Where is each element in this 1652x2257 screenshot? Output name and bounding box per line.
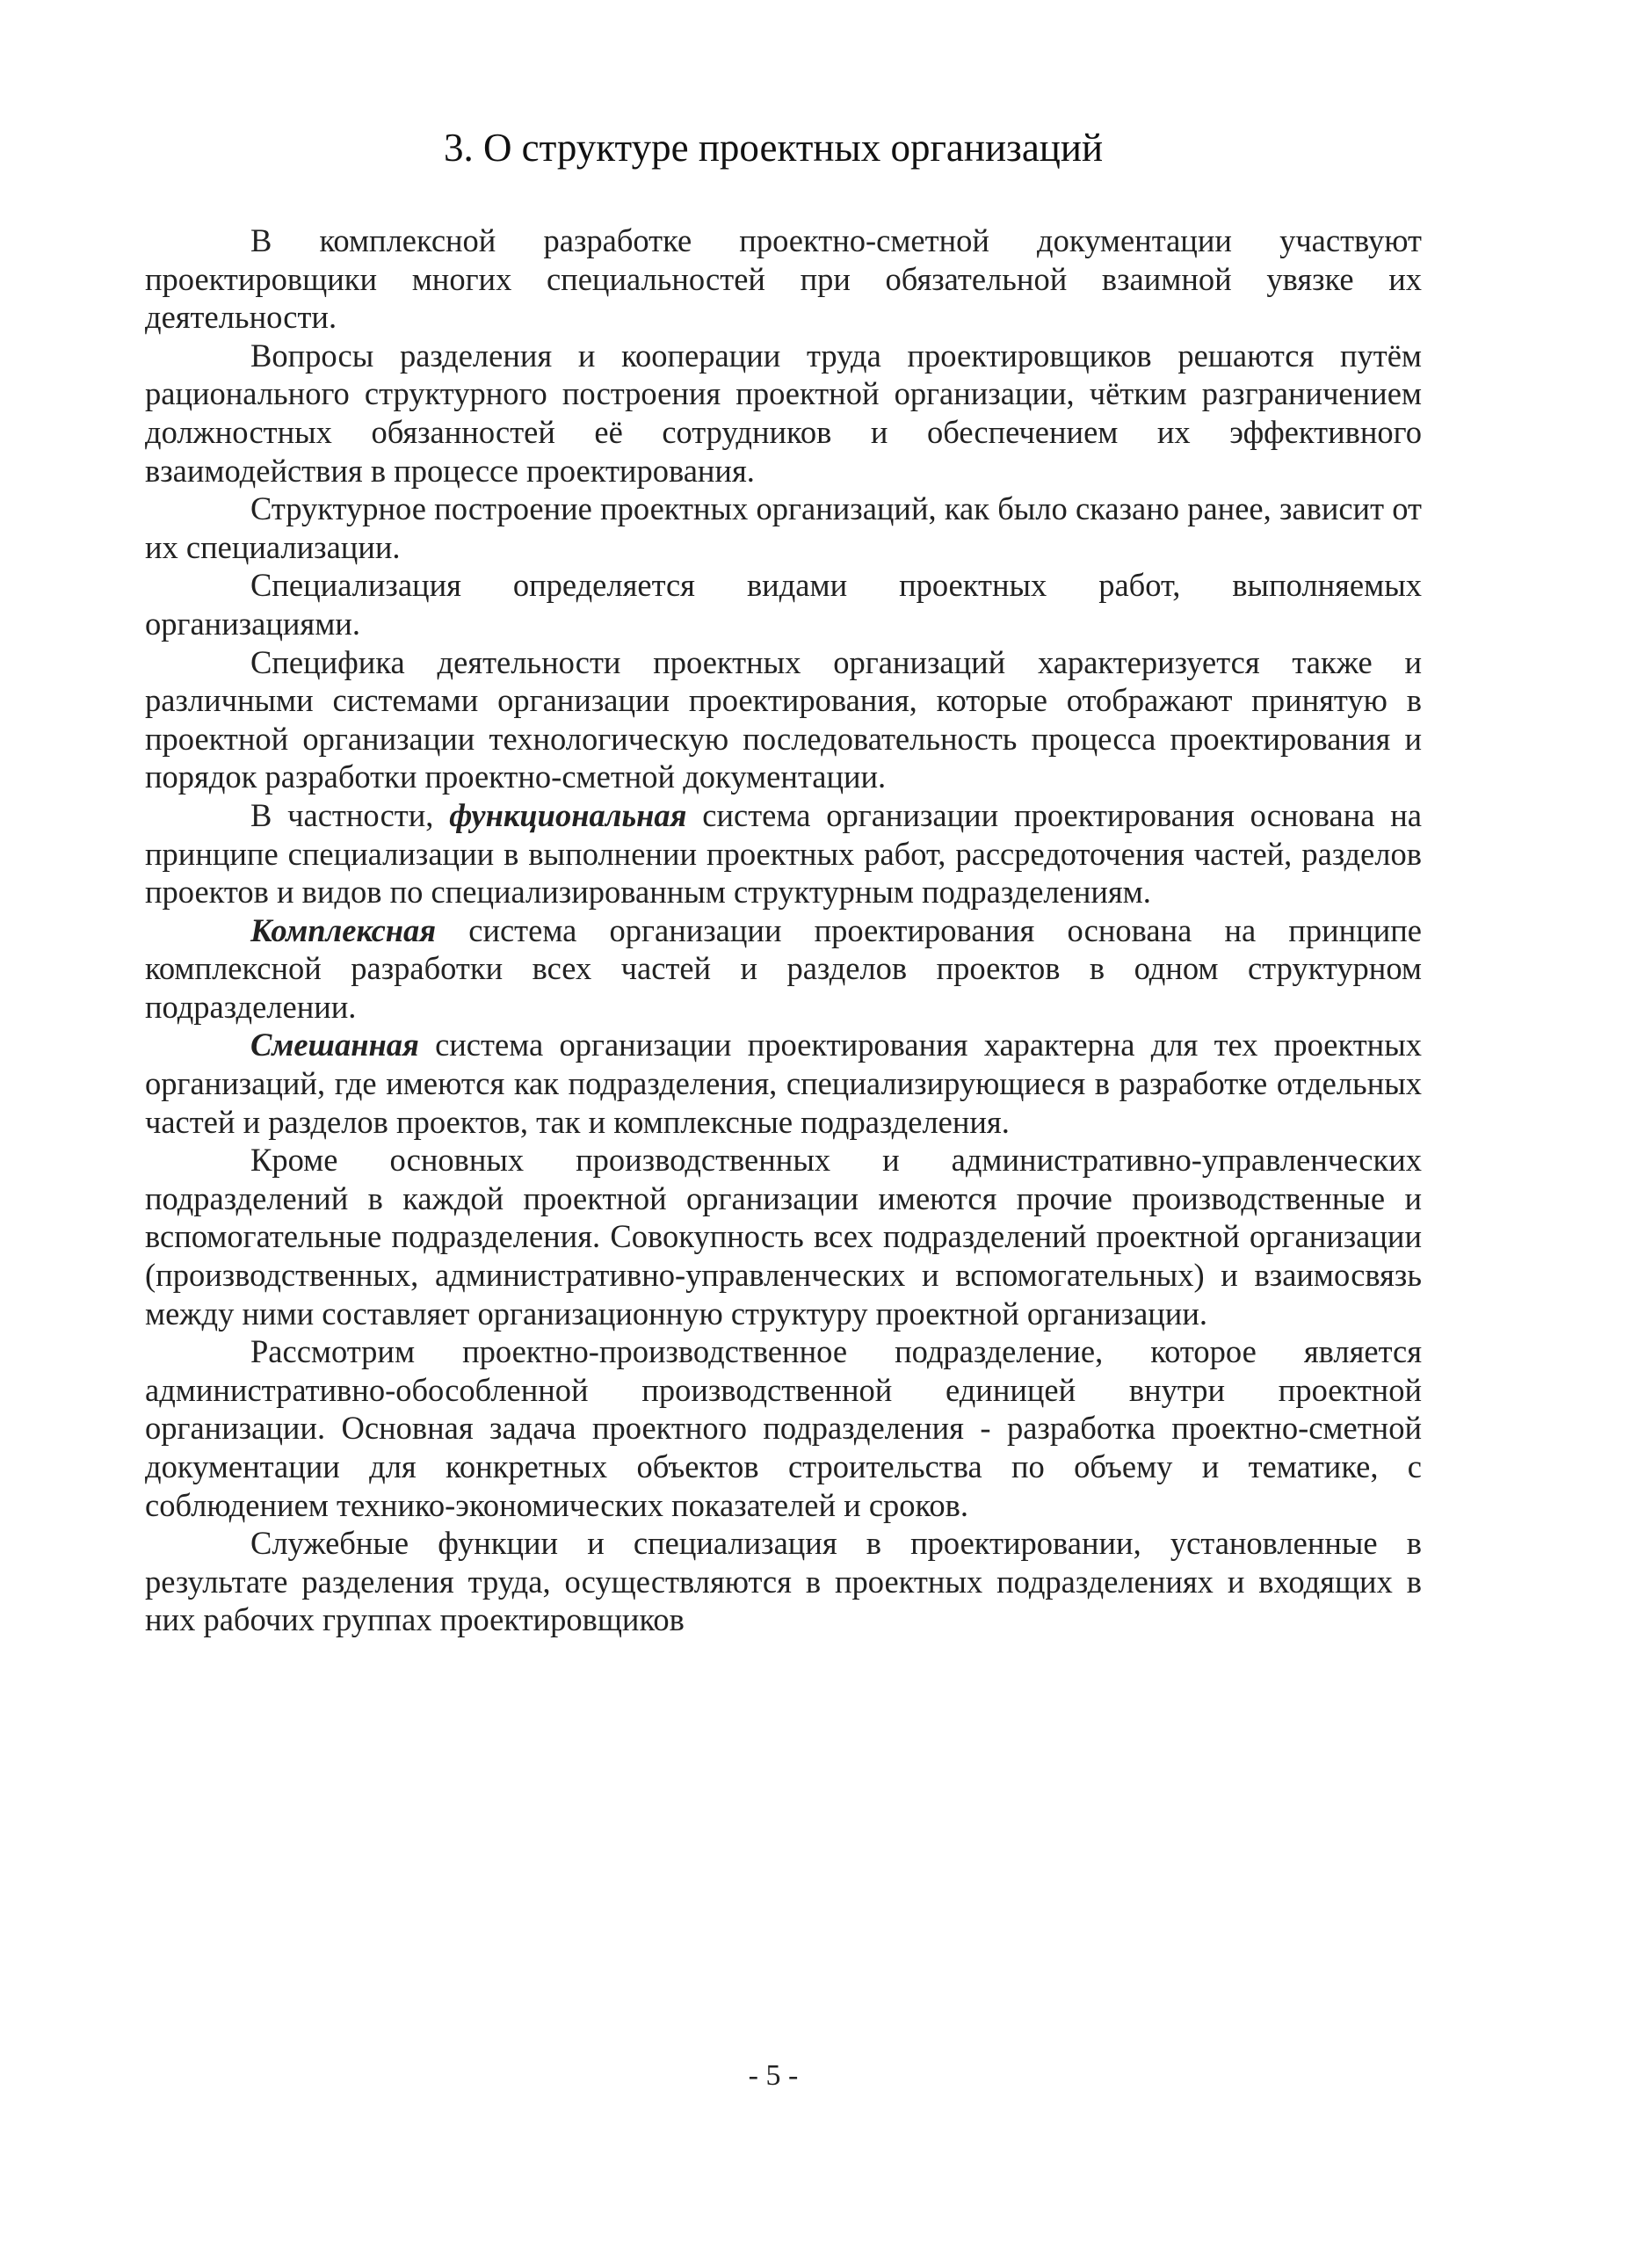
paragraph-6: [145, 796, 1422, 911]
paragraph-4: Специализация определяется видами проектных работ, выполняемых организациями.: [145, 567, 1422, 642]
paragraph-6-prefix: В частности,: [250, 796, 450, 833]
paragraph-8: [145, 1026, 1422, 1141]
paragraph-8-text: система организации проектирования характерна для тех проектных организаций, где имеются как подразделения, специализирующиеся в разработке отдельных частей и разделов проектов, так и комплексные подразделения.: [145, 1027, 1422, 1140]
paragraph-11: Служебные функции и специализация в проектировании, установленные в результате разделения труда, осуществляются в проектных подразделениях и входящих в них рабочих группах проектировщиков: [145, 1525, 1422, 1638]
paragraph-5: Специфика деятельности проектных организаций характеризуется также и различными системами организации проектирования, которые отображают принятую в проектной организации технологическую последовательность процесса проектирования и порядок разработки проектно-сметной документации.: [145, 643, 1422, 795]
paragraph-6-text: система организации проектирования основана на принципе специализации в выполнении проектных работ, рассредоточения частей, разделов проектов и видов по специализированным структурным подразделениям.: [145, 796, 1422, 911]
section-title: 3. О структуре проектных организаций: [443, 126, 1104, 170]
paragraph-3: Структурное построение проектных организаций, как было сказано ранее, зависит от их специализации.: [145, 490, 1422, 565]
term-mixed: Смешанная: [250, 1027, 419, 1063]
paragraph-10: Рассмотрим проектно-производственное подразделение, которое является административно-обособленной производственной единицей внутри проектной организации. Основная задача проектного подразделения - разработка проектно-сметной документации для конкретных объектов строительства по объему и тематике, с соблюдением технико-экономических показателей и сроков.: [145, 1333, 1422, 1523]
body-text: [145, 221, 1422, 1639]
term-complex: Комплексная: [250, 911, 437, 948]
paragraph-9: Кроме основных производственных и административно-управленческих подразделений в каждой проектной организации имеются прочие производственные и вспомогательные подразделения. Совокупность всех подразделений проектной организации (производственных, административно-управленческих и вспомогательных) и взаимосвязь между ними составляет организационную структуру проектной организации.: [145, 1142, 1422, 1332]
paragraph-7: [145, 911, 1422, 1027]
term-functional: функциональная: [449, 796, 687, 833]
page-number: - 5 -: [748, 2059, 799, 2092]
paragraph-2: Вопросы разделения и кооперации труда проектировщиков решаются путём рационального структурного построения проектной организации, чётким разграничением должностных обязанностей её сотрудников и обеспечением их эффективного взаимодействия в процессе проектирования.: [145, 337, 1422, 489]
paragraph-1: В комплексной разработке проектно-сметной документации участвуют проектировщики многих специальностей при обязательной взаимной увязке их деятельности.: [145, 222, 1422, 336]
paragraph-7-text: система организации проектирования основана на принципе комплексной разработки всех частей и разделов проектов в одном структурном подразделении.: [145, 911, 1422, 1025]
